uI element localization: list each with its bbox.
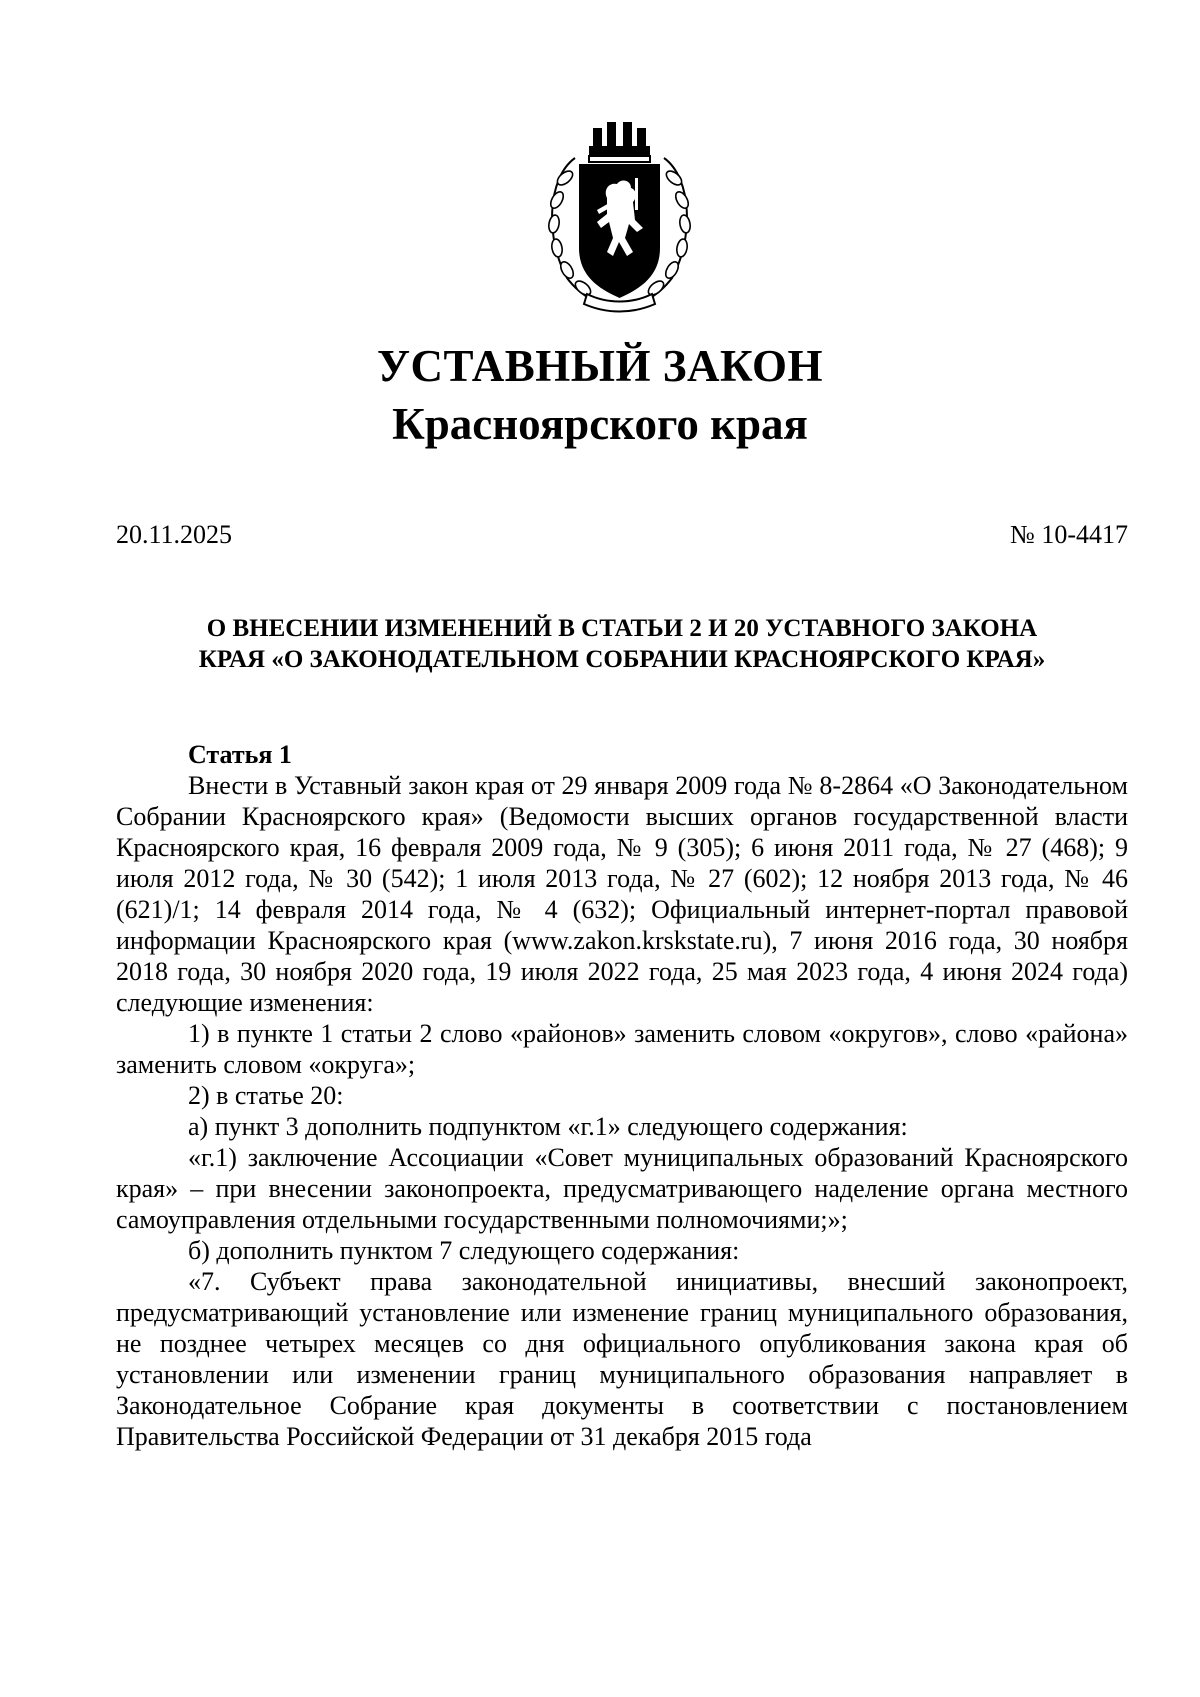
document-date: 20.11.2025	[116, 520, 233, 549]
document-heading-line: О ВНЕСЕНИИ ИЗМЕНЕНИЙ В СТАТЬИ 2 И 20 УСТАВНОГО ЗАКОНА	[206, 615, 1038, 642]
article-paragraph: а) пункт 3 дополнить подпунктом «г.1» следующего содержания:	[188, 1112, 908, 1141]
article-paragraph: 1) в пункте 1 статьи 2 слово «районов» заменить словом «округов», слово «района» заменить словом «округа»;	[116, 1019, 1128, 1079]
region-title: Красноярского края	[392, 399, 808, 449]
document-body	[116, 739, 1128, 1452]
article-paragraph: б) дополнить пунктом 7 следующего содержания:	[188, 1236, 740, 1265]
document-heading	[116, 613, 1128, 675]
document-heading-line: КРАЯ «О ЗАКОНОДАТЕЛЬНОМ СОБРАНИИ КРАСНОЯРСКОГО КРАЯ»	[198, 646, 1046, 673]
krasnoyarsk-coat-of-arms	[537, 118, 702, 316]
article-title: Статья 1	[188, 740, 292, 769]
document-number: № 10-4417	[1010, 520, 1128, 549]
document-type-title: УСТАВНЫЙ ЗАКОН	[376, 341, 823, 391]
article-paragraph: 2) в статье 20:	[188, 1081, 344, 1110]
article-paragraph: «7. Субъект права законодательной инициативы, внесший законопроект, предусматривающий установление или изменение границ муниципального образования, не позднее четырех месяцев со дня официального опубликования закона края об установлении или изменении границ муниципального образования направляет в Законодательное Собрание края документы в соответствии с постановлением Правительства Российской Федерации от 31 декабря 2015 года	[116, 1267, 1128, 1451]
article-paragraph: Внести в Уставный закон края от 29 января 2009 года № 8-2864 «О Законодательном Собрании Красноярского края» (Ведомости высших органов государственной власти Красноярского края, 16 февраля 2009 года, № 9 (305); 6 июня 2011 года, № 27 (468); 9 июля 2012 года, № 30 (542); 1 июля 2013 года, № 27 (602); 12 ноября 2013 года, № 46 (621)/1; 14 февраля 2014 года, № 4 (632); Официальный интернет-портал правовой информации Красноярского края (www.zakon.krskstate.ru), 7 июня 2016 года, 30 ноября 2018 года, 30 ноября 2020 года, 19 июля 2022 года, 25 мая 2023 года, 4 июня 2024 года) следующие изменения:	[116, 771, 1128, 1017]
article-paragraph: «г.1) заключение Ассоциации «Совет муниципальных образований Красноярского края» – при внесении законопроекта, предусматривающего наделение органа местного самоуправления отдельными государственными полномочиями;»;	[116, 1143, 1128, 1234]
